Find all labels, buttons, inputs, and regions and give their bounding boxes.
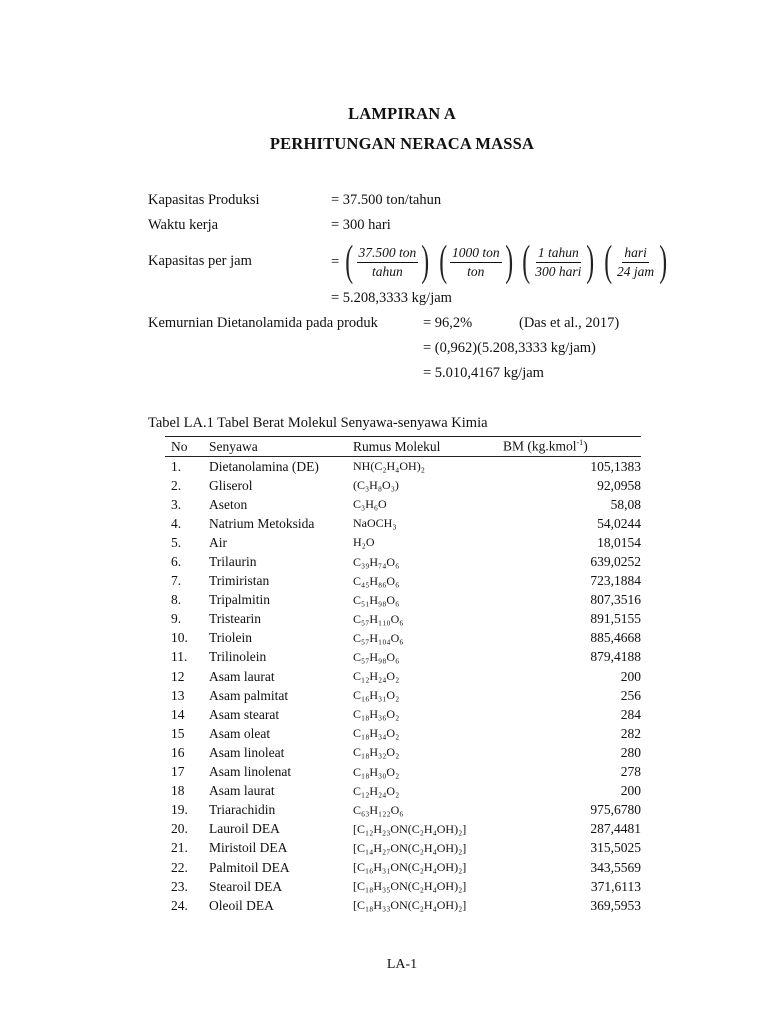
working-time-value: = 300 hari xyxy=(331,217,391,233)
fraction-numerator: 37.500 ton xyxy=(357,245,419,263)
compound-name: Tristearin xyxy=(209,611,262,627)
row-number: 7. xyxy=(171,573,182,589)
compound-name: Triarachidin xyxy=(209,802,276,818)
molecular-formula: C₁₈H₃₄O₂ xyxy=(353,726,400,741)
molecular-weight: 256 xyxy=(620,687,641,703)
page-number: LA-1 xyxy=(386,957,418,972)
molecular-formula: C₁₆H₃₁O₂ xyxy=(353,688,400,703)
appendix-title: LAMPIRAN A xyxy=(348,104,456,123)
fraction-denominator: 24 jam xyxy=(617,263,655,279)
molecular-weight: 807,3516 xyxy=(590,592,641,608)
row-number: 11. xyxy=(171,649,188,665)
row-number: 21. xyxy=(171,840,188,856)
molecular-weight-table xyxy=(165,436,641,915)
molecular-formula: C₄₅H₈₆O₆ xyxy=(353,573,400,588)
table-row xyxy=(165,648,641,667)
table-row xyxy=(165,591,641,610)
purity-label: Kemurnian Dietanolamida pada produk xyxy=(148,315,378,331)
molecular-weight: 92,0958 xyxy=(597,477,641,493)
molecular-formula: [C₁₈H₃₃ON(C₂H₄OH)₂] xyxy=(353,898,467,913)
molecular-weight: 18,0154 xyxy=(597,534,641,550)
molecular-weight: 200 xyxy=(620,783,641,799)
molecular-formula: H₂O xyxy=(353,535,375,550)
molecular-formula: C₅₇H₁₀₄O₆ xyxy=(353,630,404,645)
table-row xyxy=(165,839,641,858)
table-row xyxy=(165,858,641,877)
fraction-term: ( $\frac{\text{hari}}{\text{24 jam}}$ ) xyxy=(603,238,668,285)
compound-name: Lauroil DEA xyxy=(209,821,280,837)
table-row xyxy=(165,514,641,533)
row-number: 9. xyxy=(171,611,182,627)
table-row xyxy=(165,572,641,591)
compound-name: Palmitoil DEA xyxy=(209,859,290,875)
molecular-weight: 885,4668 xyxy=(590,630,641,646)
header-compound: Senyawa xyxy=(209,437,353,457)
table-row xyxy=(165,743,641,762)
row-number: 22. xyxy=(171,859,188,875)
fraction-term: ( $\frac{\text{1000 ton}}{\text{ton}}$ ) xyxy=(438,238,513,285)
table-row xyxy=(165,705,641,724)
molecular-formula: NH(C₂H₄OH)₂ xyxy=(353,459,425,474)
fraction-numerator: 1000 ton xyxy=(450,245,502,263)
row-number: 2. xyxy=(171,477,182,493)
molecular-formula: [C₁₈H₃₅ON(C₂H₄OH)₂] xyxy=(353,879,467,894)
equals-sign: = xyxy=(331,253,340,270)
compound-name: Asam palmitat xyxy=(209,687,289,703)
compound-name: Dietanolamina (DE) xyxy=(209,458,319,474)
compound-name: Asam laurat xyxy=(209,783,275,799)
molecular-formula: [C₁₄H₂₇ON(C₂H₄OH)₂] xyxy=(353,840,467,855)
table-header-row xyxy=(165,437,641,457)
molecular-weight: 278 xyxy=(620,764,641,780)
row-number: 12 xyxy=(171,668,185,684)
header-molecular-weight: BM (kg.kmol$^{-1}$) xyxy=(503,437,641,457)
compound-name: Miristoil DEA xyxy=(209,840,288,856)
compound-name: Asam linolenat xyxy=(209,764,292,780)
molecular-formula: C₆₃H₁₂₂O₆ xyxy=(353,802,404,817)
compound-name: Asam stearat xyxy=(209,706,280,722)
table-row xyxy=(165,476,641,495)
molecular-weight: 315,5025 xyxy=(590,840,641,856)
row-number: 5. xyxy=(171,534,182,550)
fraction-numerator: 1 tahun xyxy=(536,245,581,263)
table-caption: Tabel LA.1 Tabel Berat Molekul Senyawa-senyawa Kimia xyxy=(148,415,488,431)
molecular-formula: (C₃H₈O₃) xyxy=(353,478,399,493)
molecular-weight: 105,1383 xyxy=(590,458,641,474)
compound-name: Oleoil DEA xyxy=(209,897,274,913)
row-number: 1. xyxy=(171,458,182,474)
molecular-weight: 639,0252 xyxy=(590,554,641,570)
molecular-formula: C₁₈H₃₆O₂ xyxy=(353,707,400,722)
molecular-weight: 879,4188 xyxy=(590,649,641,665)
table-row xyxy=(165,610,641,629)
molecular-formula: [C₁₆H₃₁ON(C₂H₄OH)₂] xyxy=(353,860,467,875)
molecular-weight: 54,0244 xyxy=(597,515,641,531)
row-number: 16 xyxy=(171,744,185,760)
molecular-weight: 891,5155 xyxy=(590,611,641,627)
purity-reference: (Das et al., 2017) xyxy=(519,315,620,331)
molecular-formula: [C₁₂H₂₃ON(C₂H₄OH)₂] xyxy=(353,821,467,836)
table-row xyxy=(165,801,641,820)
row-number: 8. xyxy=(171,592,182,608)
molecular-weight: 284 xyxy=(620,706,641,722)
compound-name: Stearoil DEA xyxy=(209,878,283,894)
compound-name: Aseton xyxy=(209,496,248,512)
fraction-denominator: tahun xyxy=(372,263,403,279)
row-number: 4. xyxy=(171,515,182,531)
capacity-value: = 37.500 ton/tahun xyxy=(331,192,442,208)
hourly-capacity-result: = 5.208,3333 kg/jam xyxy=(331,290,452,306)
header-formula: Rumus Molekul xyxy=(353,437,503,457)
molecular-formula: C₅₁H₉₈O₆ xyxy=(353,592,400,607)
molecular-formula: C₁₈H₃₀O₂ xyxy=(353,764,400,779)
fraction-term: ( $\frac{\text{37.500 ton}}{\text{tahun}}$ ) xyxy=(345,238,430,285)
compound-name: Trilinolein xyxy=(209,649,267,665)
hourly-capacity-formula xyxy=(331,238,673,285)
table-row xyxy=(165,896,641,915)
table-row xyxy=(165,820,641,839)
fraction-numerator: hari xyxy=(622,245,649,263)
compound-name: Natrium Metoksida xyxy=(209,515,315,531)
fraction-term: ( $\frac{\text{1 tahun}}{\text{300 hari}}$ ) xyxy=(522,238,595,285)
row-number: 23. xyxy=(171,878,188,894)
molecular-weight: 343,5569 xyxy=(590,859,641,875)
section-title: PERHITUNGAN NERACA MASSA xyxy=(269,134,535,153)
molecular-formula: C₁₈H₃₂O₂ xyxy=(353,745,400,760)
molecular-weight: 287,4481 xyxy=(590,821,641,837)
row-number: 10. xyxy=(171,630,188,646)
purity-result: = 5.010,4167 kg/jam xyxy=(423,365,544,381)
fraction-denominator: ton xyxy=(467,263,485,279)
molecular-weight: 200 xyxy=(620,668,641,684)
molecular-weight: 975,6780 xyxy=(590,802,641,818)
table-row xyxy=(165,629,641,648)
molecular-weight: 371,6113 xyxy=(590,878,641,894)
compound-name: Tripalmitin xyxy=(209,592,271,608)
row-number: 24. xyxy=(171,897,188,913)
table-row xyxy=(165,533,641,552)
compound-name: Asam oleat xyxy=(209,725,271,741)
molecular-weight: 282 xyxy=(620,725,641,741)
molecular-formula: C₁₂H₂₄O₂ xyxy=(353,669,400,684)
molecular-weight: 723,1884 xyxy=(590,573,641,589)
row-number: 17 xyxy=(171,764,185,780)
row-number: 3. xyxy=(171,496,182,512)
compound-name: Air xyxy=(209,534,227,550)
table-row xyxy=(165,457,641,477)
row-number: 15 xyxy=(171,725,185,741)
working-time-label: Waktu kerja xyxy=(148,217,219,233)
molecular-formula: C₃H₆O xyxy=(353,497,387,512)
table-row xyxy=(165,782,641,801)
compound-name: Gliserol xyxy=(209,477,253,493)
fraction-denominator: 300 hari xyxy=(535,263,582,279)
compound-name: Asam laurat xyxy=(209,668,275,684)
compound-name: Triolein xyxy=(209,630,253,646)
row-number: 20. xyxy=(171,821,188,837)
table-row xyxy=(165,552,641,571)
molecular-formula: NaOCH₃ xyxy=(353,516,397,531)
molecular-weight: 369,5953 xyxy=(590,897,641,913)
table-row xyxy=(165,724,641,743)
compound-name: Trimiristan xyxy=(209,573,270,589)
molecular-weight: 58,08 xyxy=(610,496,641,512)
table-row xyxy=(165,763,641,782)
purity-step: = (0,962)(5.208,3333 kg/jam) xyxy=(423,340,596,356)
row-number: 6. xyxy=(171,554,182,570)
molecular-formula: C₃₉H₇₄O₆ xyxy=(353,554,400,569)
table-row xyxy=(165,495,641,514)
table-row xyxy=(165,877,641,896)
compound-name: Asam linoleat xyxy=(209,744,285,760)
molecular-formula: C₁₂H₂₄O₂ xyxy=(353,783,400,798)
hourly-capacity-label: Kapasitas per jam xyxy=(148,253,252,269)
compound-name: Trilaurin xyxy=(209,554,257,570)
row-number: 18 xyxy=(171,783,185,799)
row-number: 14 xyxy=(171,706,185,722)
row-number: 19. xyxy=(171,802,188,818)
table-row xyxy=(165,667,641,686)
purity-value: = 96,2% xyxy=(423,315,473,331)
molecular-formula: C₅₇H₁₁₀O₆ xyxy=(353,611,404,626)
row-number: 13 xyxy=(171,687,185,703)
table-row xyxy=(165,686,641,705)
molecular-weight: 280 xyxy=(620,744,641,760)
header-no: No xyxy=(165,437,209,457)
capacity-label: Kapasitas Produksi xyxy=(148,192,260,208)
molecular-formula: C₅₇H₉₈O₆ xyxy=(353,649,400,664)
